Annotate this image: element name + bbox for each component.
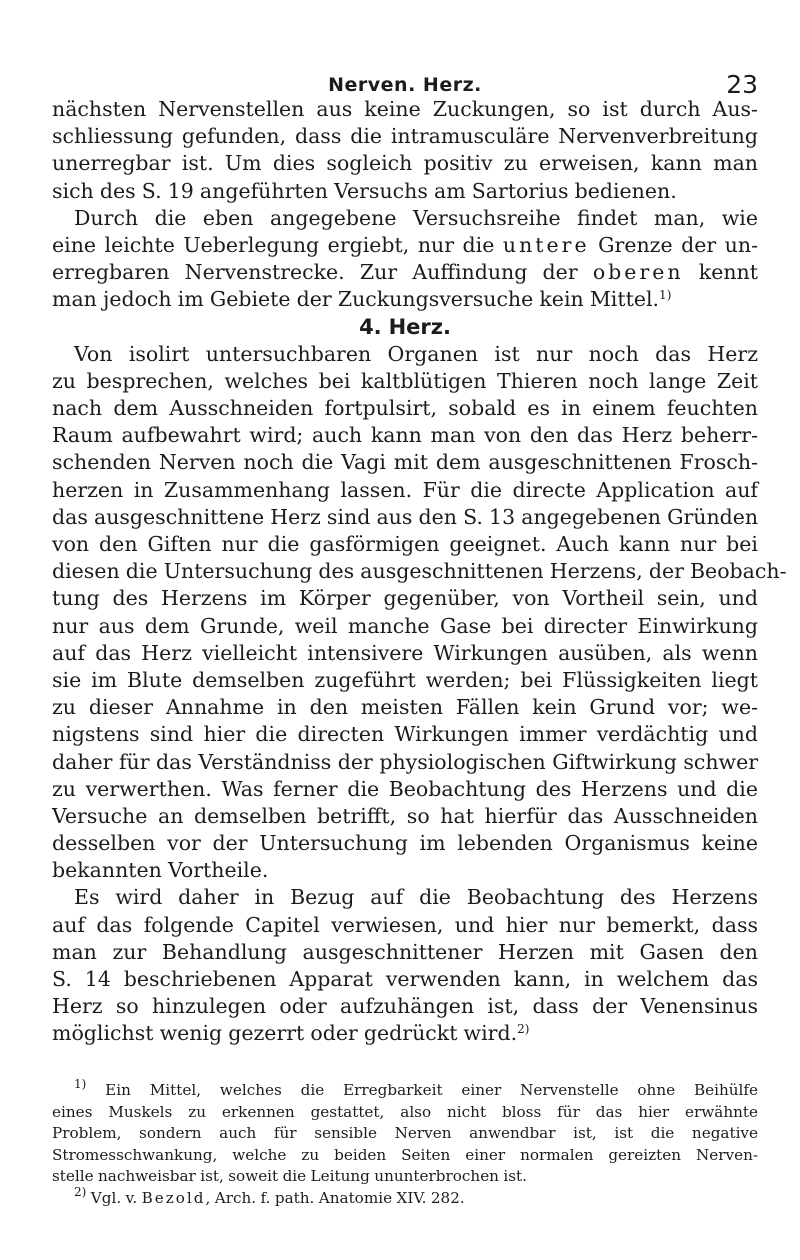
text-line: man zur Behandlung ausgeschnittener Herzen mit Gasen den <box>52 939 758 964</box>
author-name: Bezold <box>141 1188 206 1207</box>
text-line: sich des S. 19 angeführten Versuchs am Sartorius bedienen. <box>52 178 677 203</box>
footnote-marker: 2) <box>74 1184 87 1199</box>
text-line: Durch die eben angegebene Versuchsreihe findet man, wie <box>74 205 758 230</box>
footnote-text: Vgl. v. <box>90 1188 138 1207</box>
text-span: Grenze der un- <box>598 232 759 257</box>
text-line: nigstens sind hier die directen Wirkungen immer verdächtig und <box>52 722 758 747</box>
text-line: schliessung gefunden, dass die intramusculäre Nervenverbreitung <box>52 124 758 149</box>
text-line: nach dem Ausschneiden fortpulsirt, sobald es in einem feuchten <box>52 396 758 421</box>
text-line: zu dieser Annahme in den meisten Fällen kein Grund vor; we- <box>52 695 758 720</box>
text-line: schenden Nerven noch die Vagi mit dem ausgeschnittenen Frosch- <box>52 450 758 475</box>
text-line: herzen in Zusammenhang lassen. Für die directe Application auf <box>52 477 758 502</box>
text-span: man jedoch im Gebiete der Zuckungsversuche kein Mittel. <box>52 287 660 312</box>
text-line <box>52 259 758 286</box>
text-line: nur aus dem Grunde, weil manche Gase bei directer Einwirkung <box>52 613 758 638</box>
footnote-line: Problem, sondern auch für sensible Nerven anwendbar ist, ist die negative <box>52 1124 758 1143</box>
text-line: Von isolirt untersuchbaren Organen ist nur noch das Herz <box>74 341 758 366</box>
text-line: unerregbar ist. Um dies sogleich positiv zu erweisen, kann man <box>52 151 758 176</box>
text-line: Herz so hinzulegen oder aufzuhängen ist, dass der Venensinus <box>52 994 758 1019</box>
section-heading: 4. Herz. <box>359 314 451 339</box>
footnote-marker: 1) <box>74 1077 87 1091</box>
text-span: erregbaren Nervenstrecke. Zur Auffindung der <box>52 260 578 285</box>
text-line <box>52 232 758 259</box>
text-line: Es wird daher in Bezug auf die Beobachtung des Herzens <box>74 885 758 910</box>
text-line <box>52 1020 758 1047</box>
text-line: desselben vor der Untersuchung im lebenden Organismus keine <box>52 831 758 856</box>
footnote-ref-1: 1) <box>659 288 672 303</box>
text-line <box>52 286 758 313</box>
running-title: Nerven. Herz. <box>328 74 482 96</box>
text-line: tung des Herzens im Körper gegenüber, von Vortheil sein, und <box>52 586 758 611</box>
page-number: 23 <box>726 70 758 99</box>
emphasis-oberen: oberen <box>592 260 684 285</box>
text-line: Raum aufbewahrt wird; auch kann man von den das Herz beherr- <box>52 423 758 448</box>
text-line: sie im Blute demselben zugeführt werden; bei Flüssigkeiten liegt <box>52 667 758 692</box>
footnote-1 <box>52 1077 758 1102</box>
text-line: Versuche an demselben betrifft, so hat hierfür das Ausschneiden <box>52 803 758 828</box>
footnote-2 <box>52 1184 758 1210</box>
text-line: nächsten Nervenstellen aus keine Zuckungen, so ist durch Aus- <box>52 97 758 121</box>
text-span: möglichst wenig gezerrt oder gedrückt wird. <box>52 1021 518 1046</box>
text-span: eine leichte Ueberlegung ergiebt, nur die <box>52 232 495 257</box>
text-line: zu besprechen, welches bei kaltblütigen Thieren noch lange Zeit <box>52 368 758 393</box>
text-line: das ausgeschnittene Herz sind aus den S. 13 angegebenen Gründen <box>52 504 759 529</box>
footnote-text: , Arch. f. path. Anatomie XIV. 282. <box>205 1188 465 1207</box>
emphasis-untere: untere <box>502 232 590 257</box>
text-line: S. 14 beschriebenen Apparat verwenden kann, in welchem das <box>52 967 758 991</box>
text-line: daher für das Verständniss der physiologischen Giftwirkung schwer <box>52 749 758 774</box>
footnote-text: Ein Mittel, welches die Erregbarkeit einer Nervenstelle ohne Beihülfe <box>105 1081 758 1099</box>
text-line: zu verwerthen. Was ferner die Beobachtung des Herzens und die <box>52 776 758 801</box>
footnote-line: stelle nachweisbar ist, soweit die Leitung ununterbrochen ist. <box>52 1167 527 1186</box>
text-line: auf das folgende Capitel verwiesen, und hier nur bemerkt, dass <box>52 912 758 937</box>
footnote-line: eines Muskels zu erkennen gestattet, also nicht bloss für das hier erwähnte <box>52 1102 758 1121</box>
text-line: diesen die Untersuchung des ausgeschnittenen Herzens, der Beobach- <box>52 559 787 584</box>
footnotes <box>52 1077 758 1210</box>
body-text <box>52 96 787 1048</box>
text-line: auf das Herz vielleicht intensivere Wirkungen ausüben, als wenn <box>52 640 758 665</box>
text-span: kennt <box>698 260 758 285</box>
text-line: bekannten Vortheile. <box>52 858 269 883</box>
text-line: von den Giften nur die gasförmigen geeignet. Auch kann nur bei <box>52 532 758 556</box>
footnote-ref-2: 2) <box>517 1022 530 1037</box>
footnote-line: Stromesschwankung, welche zu beiden Seiten einer normalen gereizten Nerven- <box>52 1145 758 1164</box>
